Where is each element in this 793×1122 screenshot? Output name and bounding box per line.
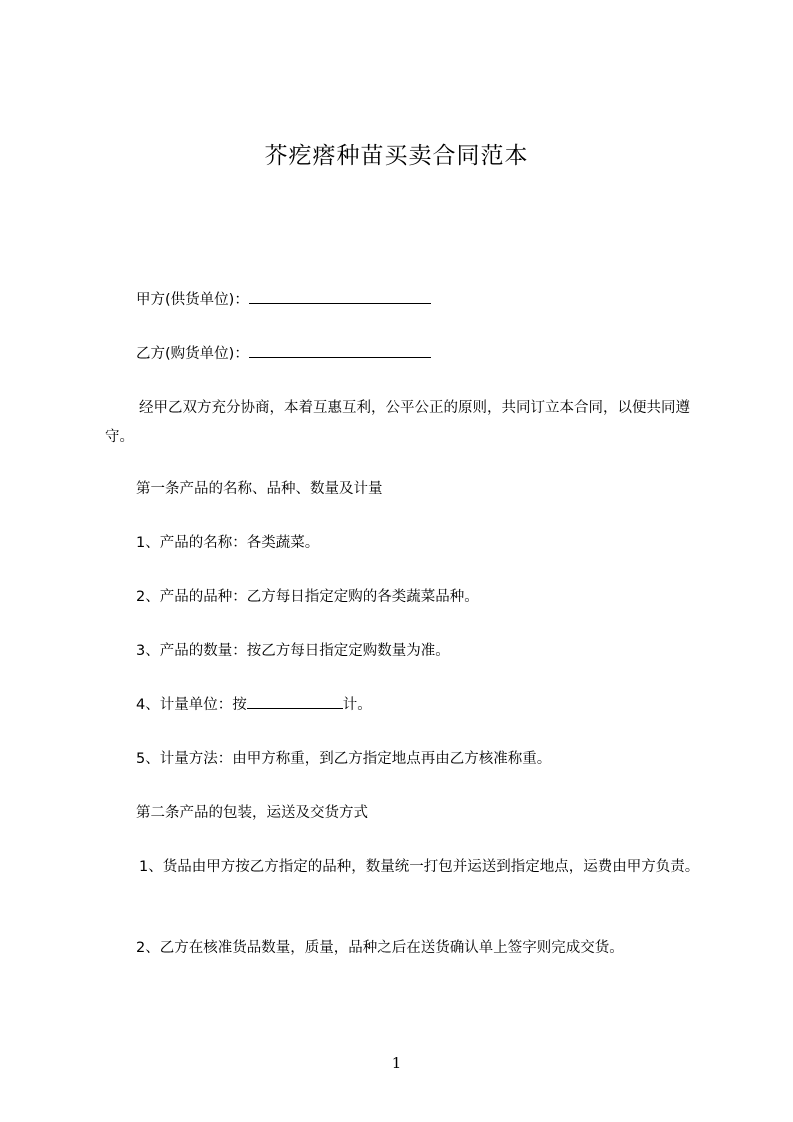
intro-paragraph: 经甲乙双方充分协商，本着互惠互利，公平公正的原则，共同订立本合同，以便共同遵守。 [105, 400, 690, 445]
party-b-label: 乙方(购货单位)： [136, 346, 249, 362]
article2-heading: 第二条产品的包装，运送及交货方式 [136, 805, 368, 821]
article1-item1: 1、产品的名称：各类蔬菜。 [136, 535, 320, 551]
item4-prefix: 4、计量单位：按 [136, 697, 247, 713]
article1-item3: 3、产品的数量：按乙方每日指定定购数量为准。 [136, 643, 450, 659]
party-a-blank [249, 290, 431, 304]
party-a-label: 甲方(供货单位)： [136, 292, 249, 308]
article1-item4 [105, 691, 708, 720]
article1-heading: 第一条产品的名称、品种、数量及计量 [136, 481, 383, 497]
party-b-blank [249, 344, 431, 358]
article2-item2: 2、乙方在核准货品数量，质量，品种之后在送货确认单上签字则完成交货。 [136, 940, 624, 956]
page-title: 芥疙瘩种苗买卖合同范本 [264, 143, 529, 169]
party-a-line [105, 286, 708, 315]
article1-item2: 2、产品的品种：乙方每日指定定购的各类蔬菜品种。 [136, 589, 479, 605]
item4-suffix: 计。 [342, 697, 372, 713]
article2-item1: 1、货品由甲方按乙方指定的品种，数量统一打包并运送到指定地点，运费由甲方负责。 [139, 859, 700, 875]
page-number: 1 [391, 1054, 402, 1072]
article1-item5: 5、计量方法：由甲方称重，到乙方指定地点再由乙方核准称重。 [136, 751, 552, 767]
unit-blank [247, 695, 343, 709]
party-b-line [105, 340, 708, 369]
